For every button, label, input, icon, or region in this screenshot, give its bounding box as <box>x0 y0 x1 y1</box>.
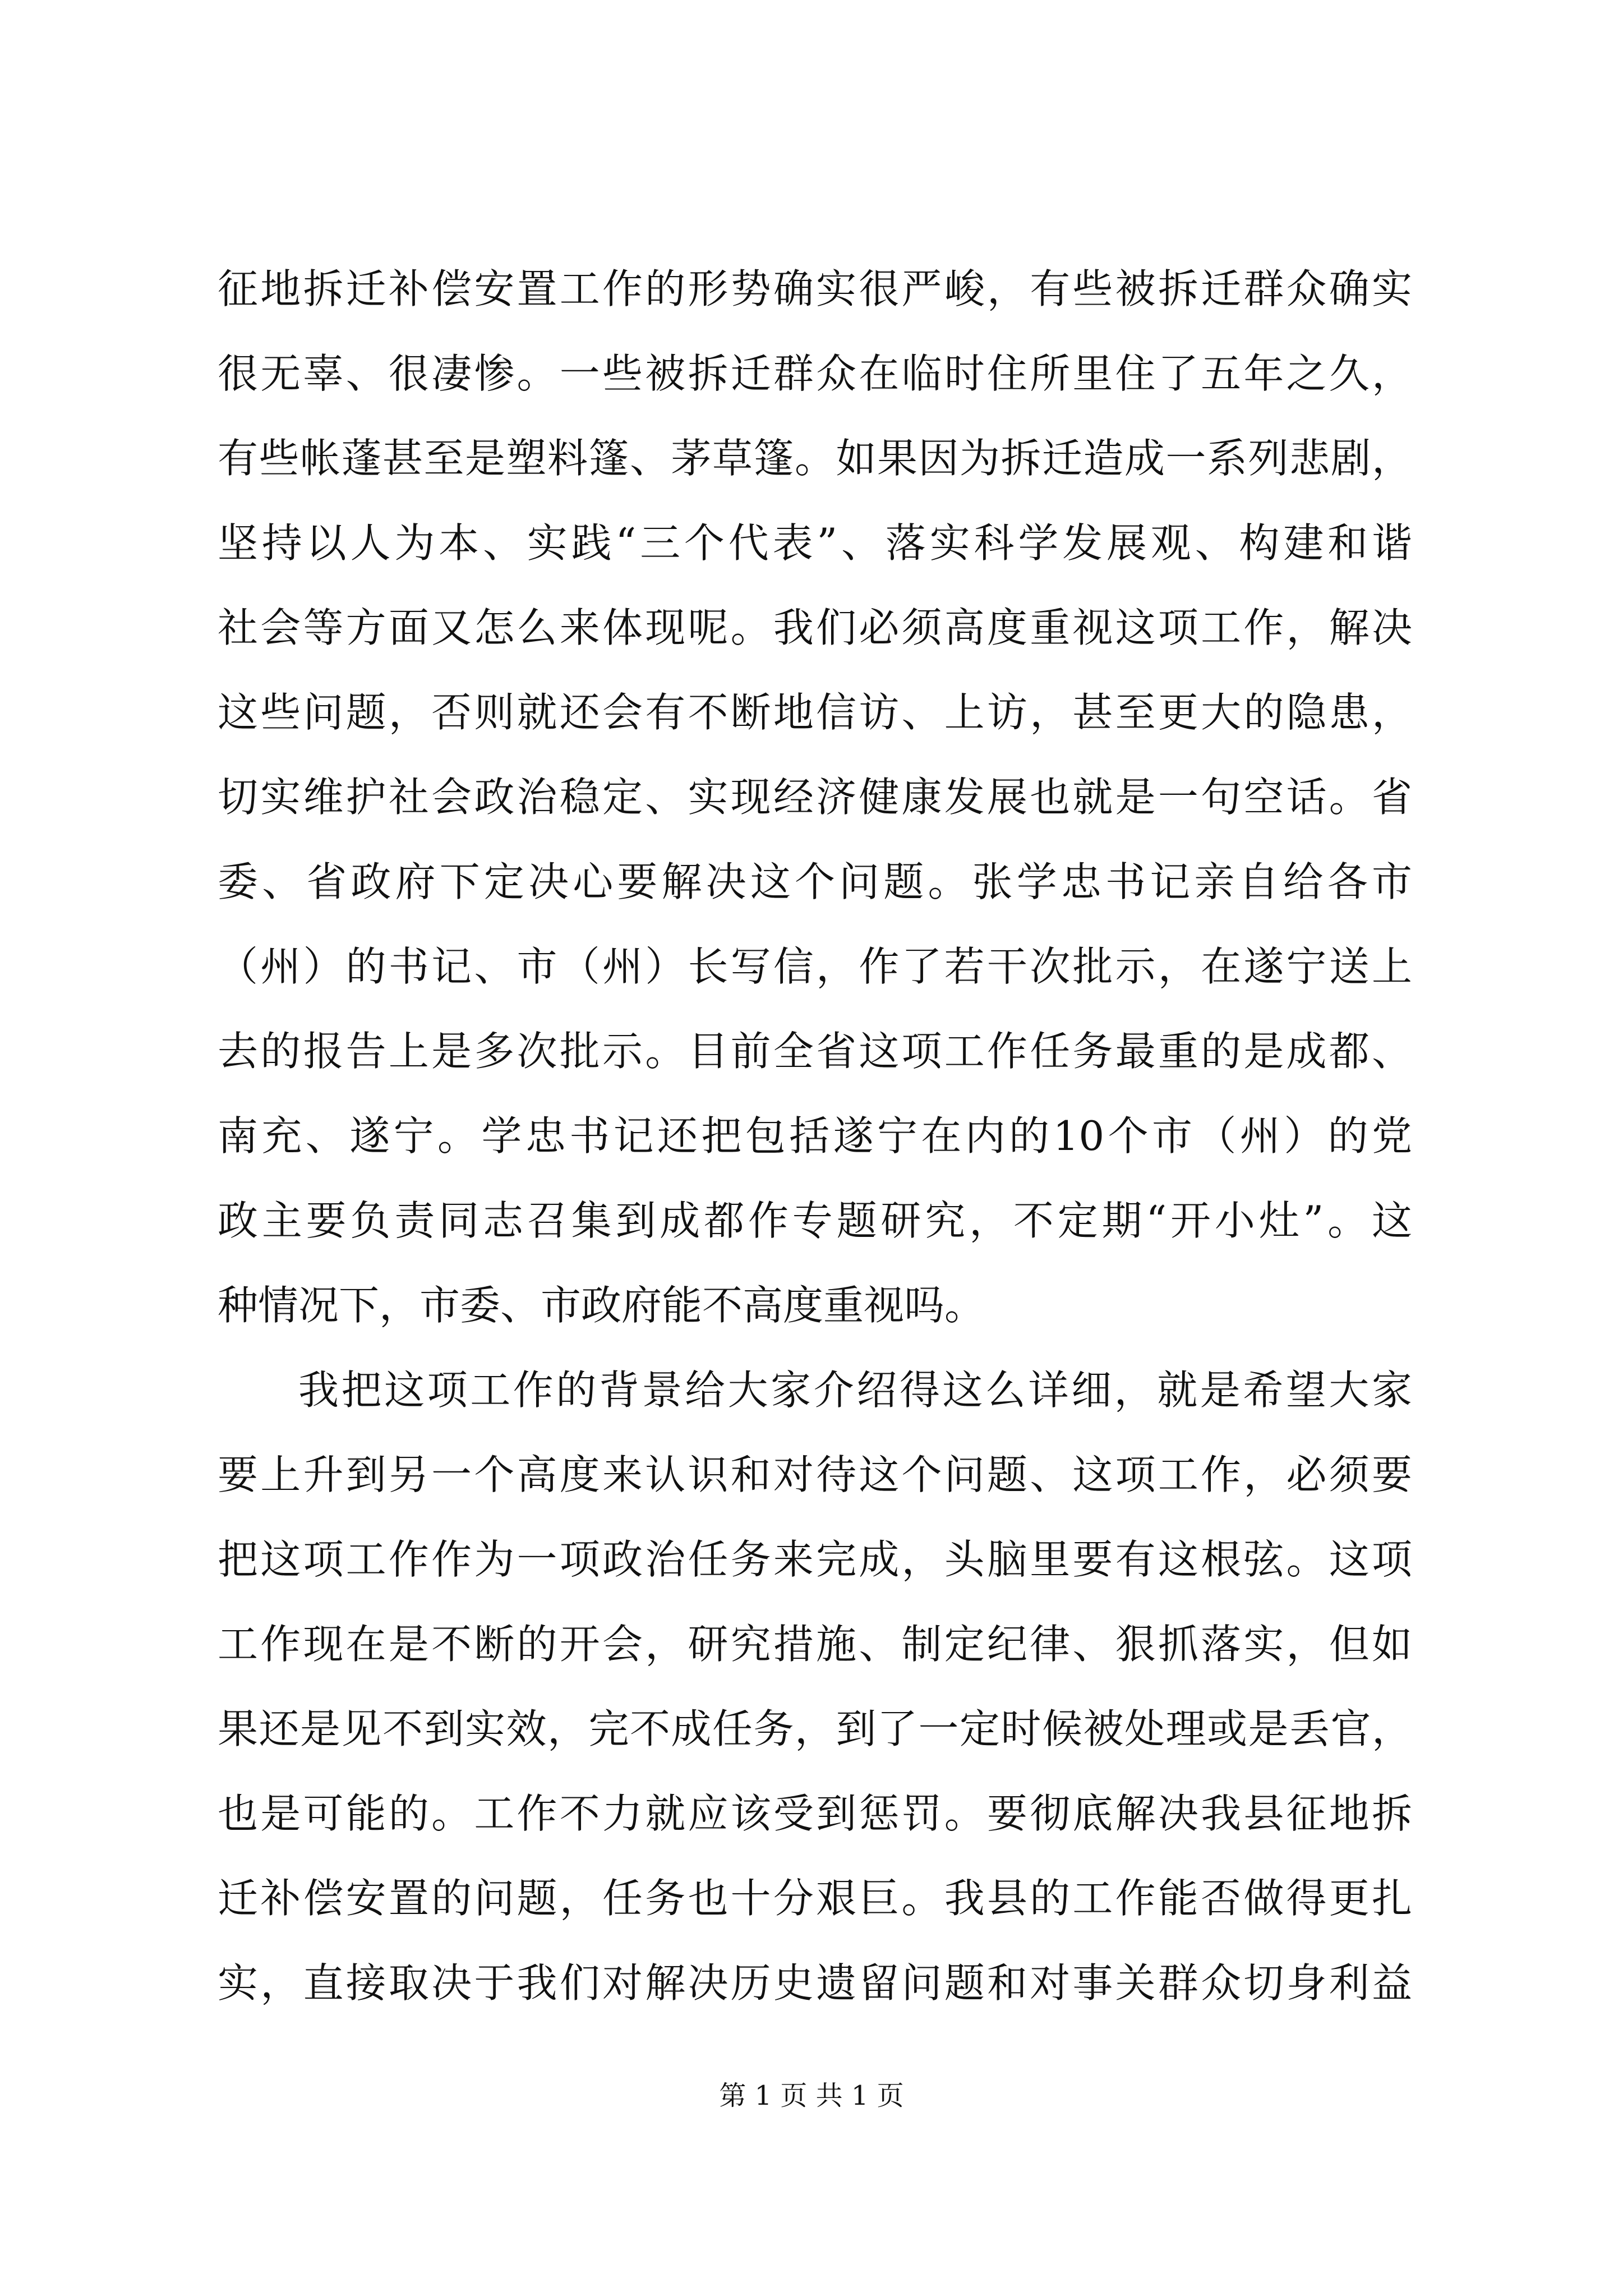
text-line: 种情况下，市委、市政府能不高度重视吗。 <box>218 1282 985 1329</box>
text-line: 果还是见不到实效，完不成任务，到了一定时候被处理或是丢官， <box>218 1705 1412 1752</box>
paragraph-2 <box>218 1348 1412 2026</box>
text-line: 把这项工作作为一项政治任务来完成，头脑里要有这根弦。这项 <box>218 1536 1412 1583</box>
text-line: 实，直接取决于我们对解决历史遗留问题和对事关群众切身利益 <box>218 1959 1412 2007</box>
text-line: 我把这项工作的背景给大家介绍得这么详细，就是希望大家 <box>298 1366 1412 1414</box>
text-line: 坚持以人为本、实践“三个代表”、落实科学发展观、构建和谐 <box>218 519 1412 567</box>
text-line: 也是可能的。工作不力就应该受到惩罚。要彻底解决我县征地拆 <box>218 1790 1412 1837</box>
text-line: 工作现在是不断的开会，研究措施、制定纪律、狠抓落实，但如 <box>218 1621 1412 1668</box>
text-line: 去的报告上是多次批示。目前全省这项工作任务最重的是成都、 <box>218 1028 1412 1075</box>
paragraph-1 <box>218 247 1412 1348</box>
document-body <box>218 247 1412 2026</box>
text-line: 南充、遂宁。学忠书记还把包括遂宁在内的10个市（州）的党 <box>218 1112 1412 1159</box>
text-line: 有些帐蓬甚至是塑料篷、茅草篷。如果因为拆迁造成一系列悲剧， <box>218 435 1412 482</box>
page-footer <box>0 2079 1623 2113</box>
text-line: 社会等方面又怎么来体现呢。我们必须高度重视这项工作，解决 <box>218 604 1412 651</box>
page-number-label: 第 1 页 共 1 页 <box>719 2080 904 2111</box>
text-line: 征地拆迁补偿安置工作的形势确实很严峻，有些被拆迁群众确实 <box>218 265 1412 312</box>
text-line: （州）的书记、市（州）长写信，作了若干次批示，在遂宁送上 <box>218 943 1412 990</box>
text-line: 切实维护社会政治稳定、实现经济健康发展也就是一句空话。省 <box>218 774 1412 821</box>
text-line: 要上升到另一个高度来认识和对待这个问题、这项工作，必须要 <box>218 1451 1412 1498</box>
text-line: 政主要负责同志召集到成都作专题研究，不定期“开小灶”。这 <box>218 1197 1412 1244</box>
text-line: 迁补偿安置的问题，任务也十分艰巨。我县的工作能否做得更扎 <box>218 1875 1412 1922</box>
text-line: 委、省政府下定决心要解决这个问题。张学忠书记亲自给各市 <box>218 858 1412 905</box>
text-line: 很无辜、很凄惨。一些被拆迁群众在临时住所里住了五年之久， <box>218 350 1412 397</box>
text-line: 这些问题，否则就还会有不断地信访、上访，甚至更大的隐患， <box>218 689 1412 736</box>
